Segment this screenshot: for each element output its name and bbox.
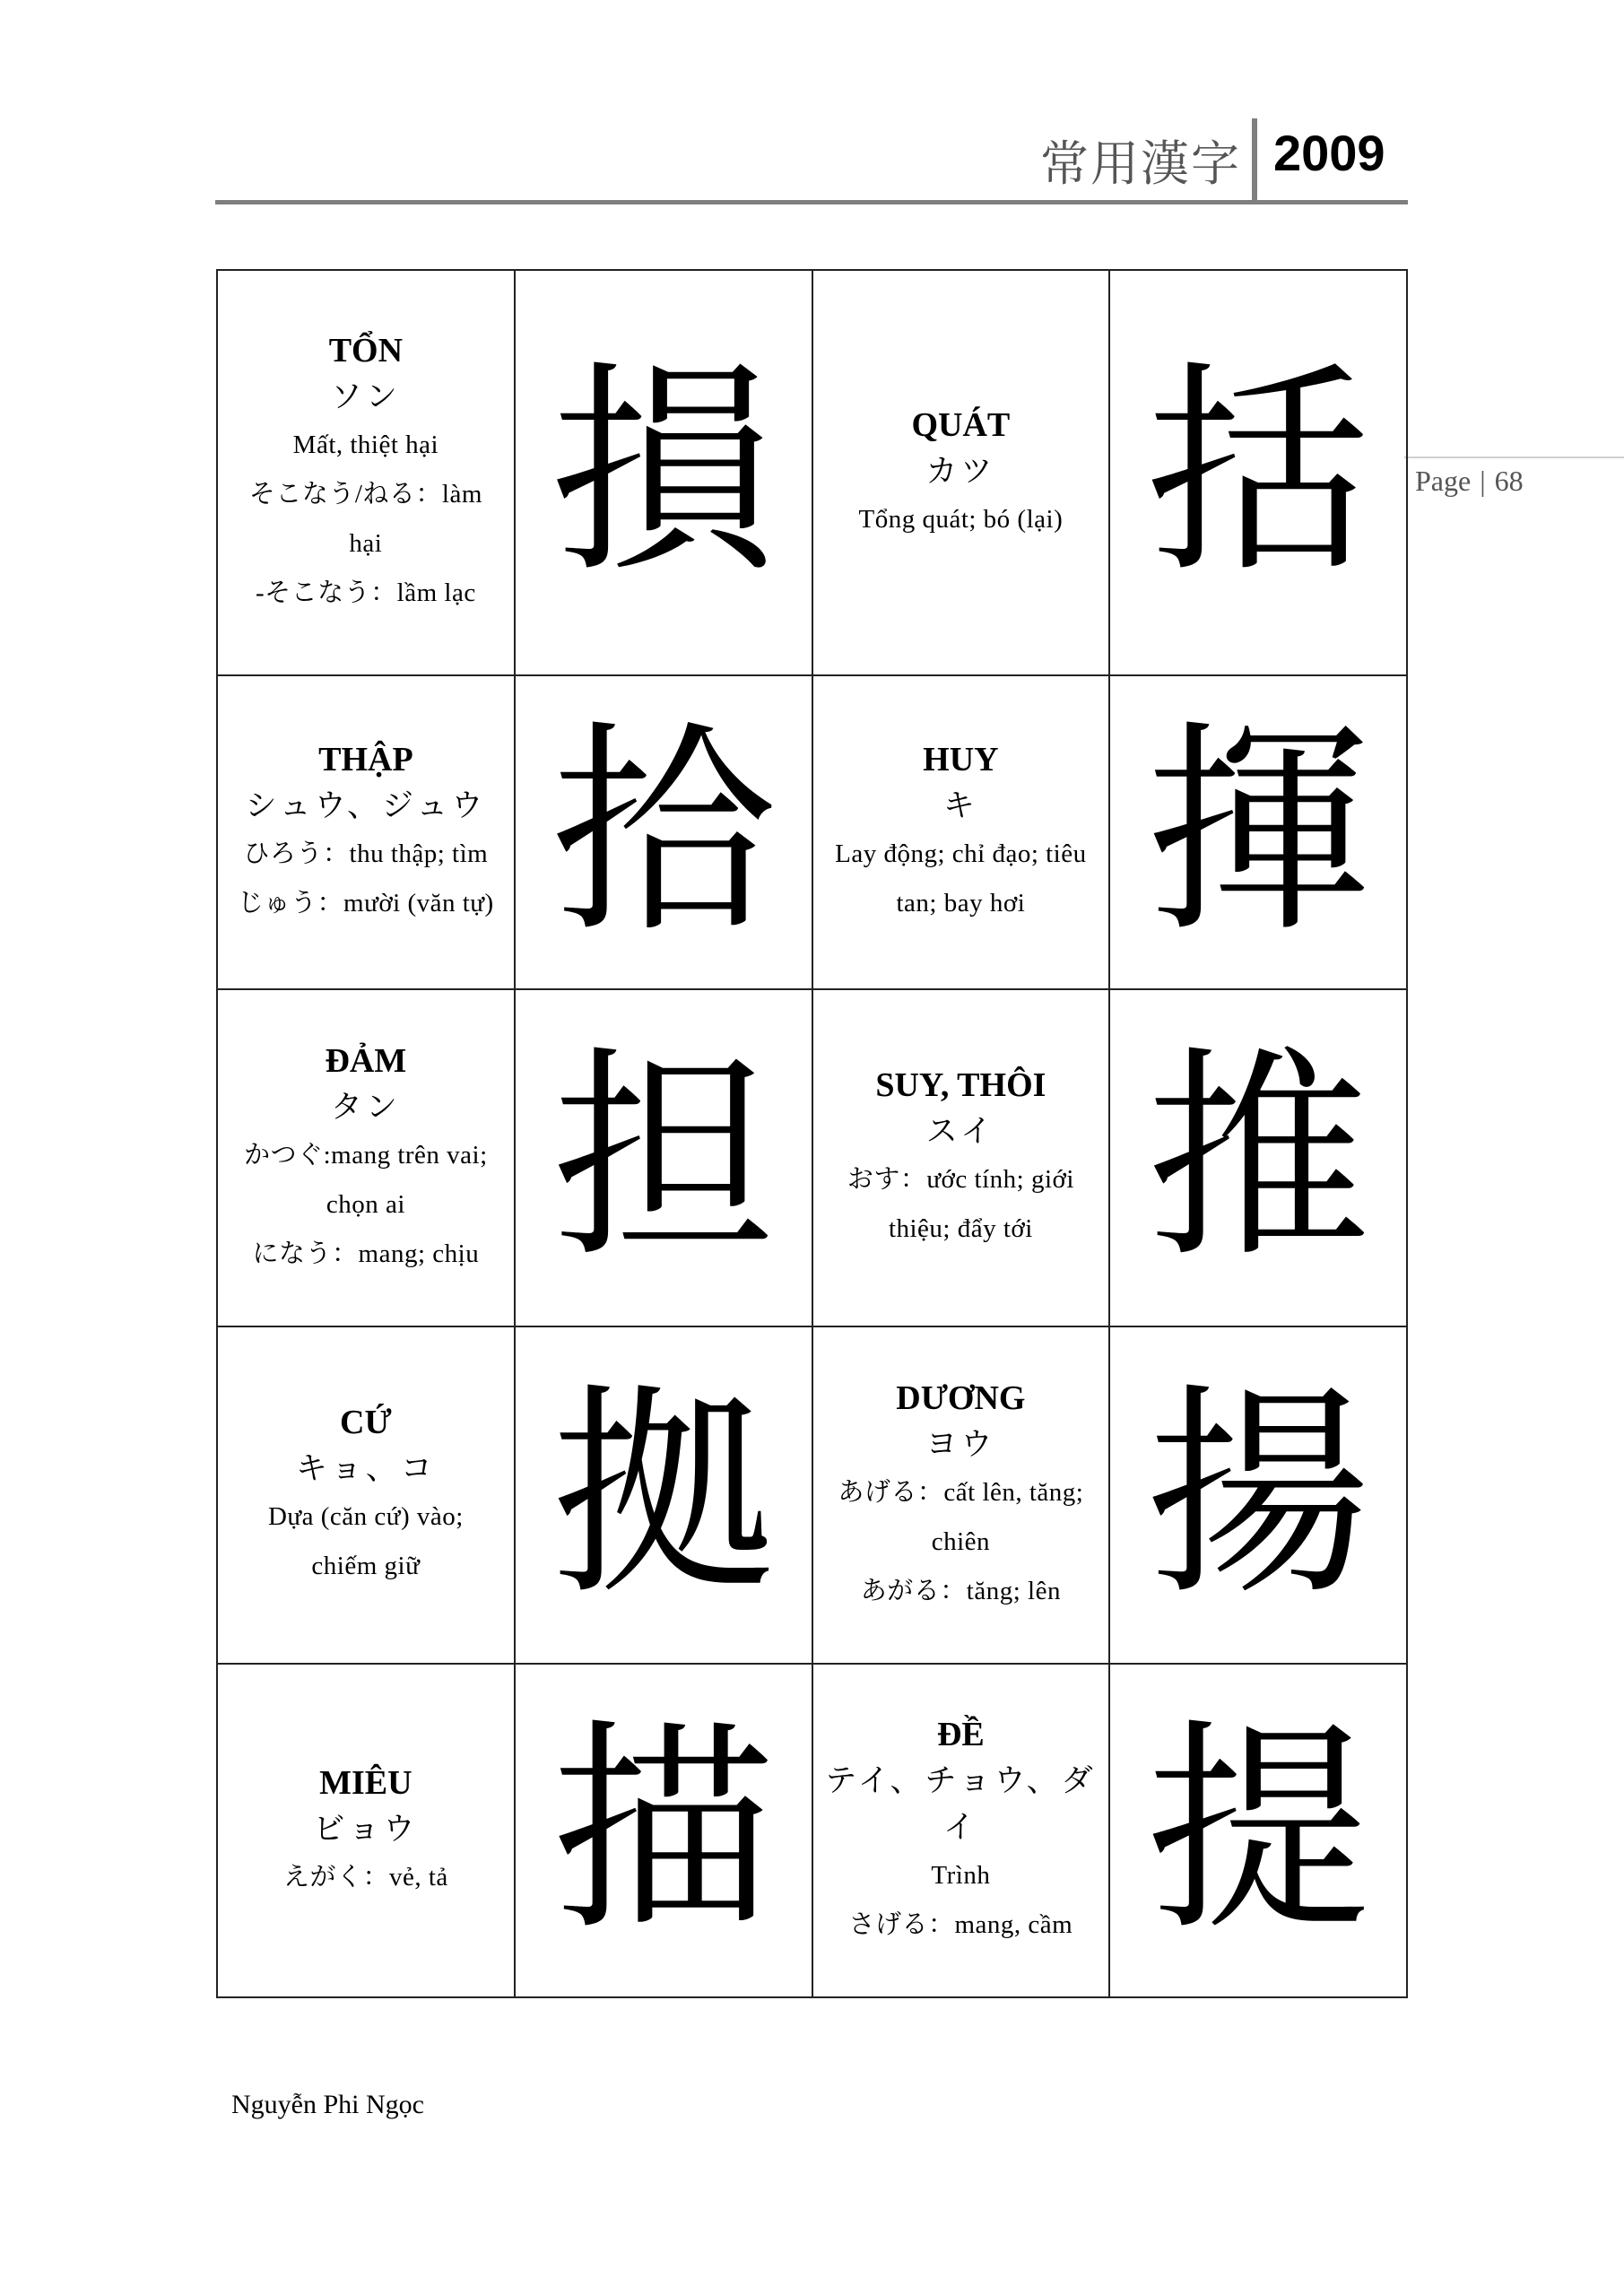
kanji-on-reading: スイ	[925, 1114, 996, 1151]
kanji-on-reading: カツ	[925, 453, 996, 490]
kanji-meaning-line: そこなう/ねる：làm	[248, 480, 482, 509]
kanji-info-cell	[812, 1664, 1110, 1997]
kanji-on-reading: キョ、コ	[295, 1451, 436, 1488]
table-row	[217, 270, 1407, 675]
kanji-sino-vietnamese-name: DƯƠNG	[896, 1378, 1026, 1417]
page-number	[1415, 465, 1524, 498]
kanji-character: 担	[515, 989, 812, 1326]
kanji-sino-vietnamese-name: TỔN	[328, 332, 404, 370]
kanji-meaning-line: えがく：vẻ, tả	[282, 1862, 448, 1892]
kanji-character: 提	[1109, 1664, 1407, 1997]
kanji-meaning-line: さげる：mang, cầm	[848, 1910, 1073, 1940]
kanji-meaning-line: -そこなう：lầm lạc	[256, 578, 476, 608]
header-year: 2009	[1273, 125, 1385, 181]
kanji-info-cell	[217, 1326, 515, 1664]
kanji-info-cell	[812, 675, 1110, 989]
kanji-sino-vietnamese-name: QUÁT	[911, 405, 1011, 444]
page-number-rule	[1404, 457, 1624, 458]
kanji-info-cell	[217, 1664, 515, 1997]
kanji-sino-vietnamese-name: SUY, THÔI	[875, 1066, 1046, 1105]
kanji-character: 拾	[515, 675, 812, 989]
kanji-sino-vietnamese-name: ĐỀ	[936, 1716, 985, 1754]
table-row	[217, 1326, 1407, 1664]
kanji-meaning-line: になう：mang; chịu	[252, 1239, 480, 1268]
kanji-sino-vietnamese-name: HUY	[923, 741, 999, 779]
kanji-meaning-line: じゅう：mười (văn tự)	[238, 889, 494, 918]
kanji-meaning-line: ひろう：thu thập; tìm	[243, 839, 489, 869]
kanji-character: 拠	[515, 1326, 812, 1664]
kanji-on-reading: シュウ、ジュウ	[245, 788, 487, 825]
kanji-on-reading: テイ、チョウ、ダイ	[825, 1763, 1097, 1847]
kanji-on-reading: ビョウ	[313, 1811, 419, 1848]
table-row	[217, 675, 1407, 989]
kanji-table-body	[217, 270, 1407, 1997]
kanji-sino-vietnamese-name: THẬP	[318, 741, 413, 779]
footer-author: Nguyễn Phi Ngọc	[231, 2090, 424, 2119]
kanji-meaning-line: Mất, thiệt hại	[292, 430, 439, 460]
page-label: Page	[1415, 465, 1472, 497]
header-title: 常用漢字	[1040, 135, 1241, 192]
kanji-meaning-line: あがる：tăng; lên	[860, 1576, 1061, 1605]
kanji-meaning-line: Trình	[931, 1861, 991, 1891]
kanji-info-cell	[217, 270, 515, 675]
kanji-meaning-line: chiên	[931, 1526, 991, 1556]
kanji-info-cell	[812, 989, 1110, 1326]
kanji-meaning-line: chọn ai	[326, 1189, 405, 1219]
kanji-character: 推	[1109, 989, 1407, 1326]
page-header	[215, 108, 1408, 204]
kanji-sino-vietnamese-name: CỨ	[340, 1404, 392, 1442]
kanji-info-cell	[812, 270, 1110, 675]
kanji-sino-vietnamese-name: MIÊU	[319, 1763, 413, 1802]
table-row	[217, 1664, 1407, 1997]
kanji-meaning-line: thiệu; đẩy tới	[888, 1214, 1033, 1244]
page-separator: |	[1480, 465, 1486, 497]
kanji-sino-vietnamese-name: ĐẢM	[325, 1041, 407, 1080]
kanji-meaning-line: おす：ước tính; giới	[847, 1165, 1074, 1195]
kanji-character: 描	[515, 1664, 812, 1997]
kanji-info-cell	[217, 675, 515, 989]
page-number-value: 68	[1494, 465, 1524, 497]
kanji-on-reading: タン	[330, 1089, 401, 1126]
kanji-meaning-line: chiếm giữ	[311, 1552, 421, 1581]
kanji-character: 括	[1109, 270, 1407, 675]
kanji-meaning-line: Tổng quát; bó (lại)	[858, 504, 1064, 534]
kanji-on-reading: ヨウ	[925, 1426, 996, 1463]
kanji-meaning-line: Lay động; chỉ đạo; tiêu	[835, 839, 1087, 869]
kanji-table	[216, 269, 1408, 1998]
kanji-character: 損	[515, 270, 812, 675]
kanji-info-cell	[812, 1326, 1110, 1664]
kanji-meaning-line: Dựa (căn cứ) vào;	[267, 1502, 464, 1532]
kanji-on-reading: キ	[942, 788, 978, 825]
kanji-character: 揮	[1109, 675, 1407, 989]
header-rule	[215, 200, 1408, 204]
kanji-info-cell	[217, 989, 515, 1326]
table-row	[217, 989, 1407, 1326]
kanji-meaning-line: hại	[349, 529, 383, 559]
kanji-meaning-line: かつぐ:mang trên vai;	[244, 1140, 488, 1170]
kanji-on-reading: ソン	[330, 379, 401, 416]
kanji-character: 揚	[1109, 1326, 1407, 1664]
kanji-meaning-line: あげる：cất lên, tăng;	[838, 1477, 1084, 1507]
kanji-meaning-line: tan; bay hơi	[896, 889, 1026, 918]
header-separator	[1252, 118, 1257, 204]
